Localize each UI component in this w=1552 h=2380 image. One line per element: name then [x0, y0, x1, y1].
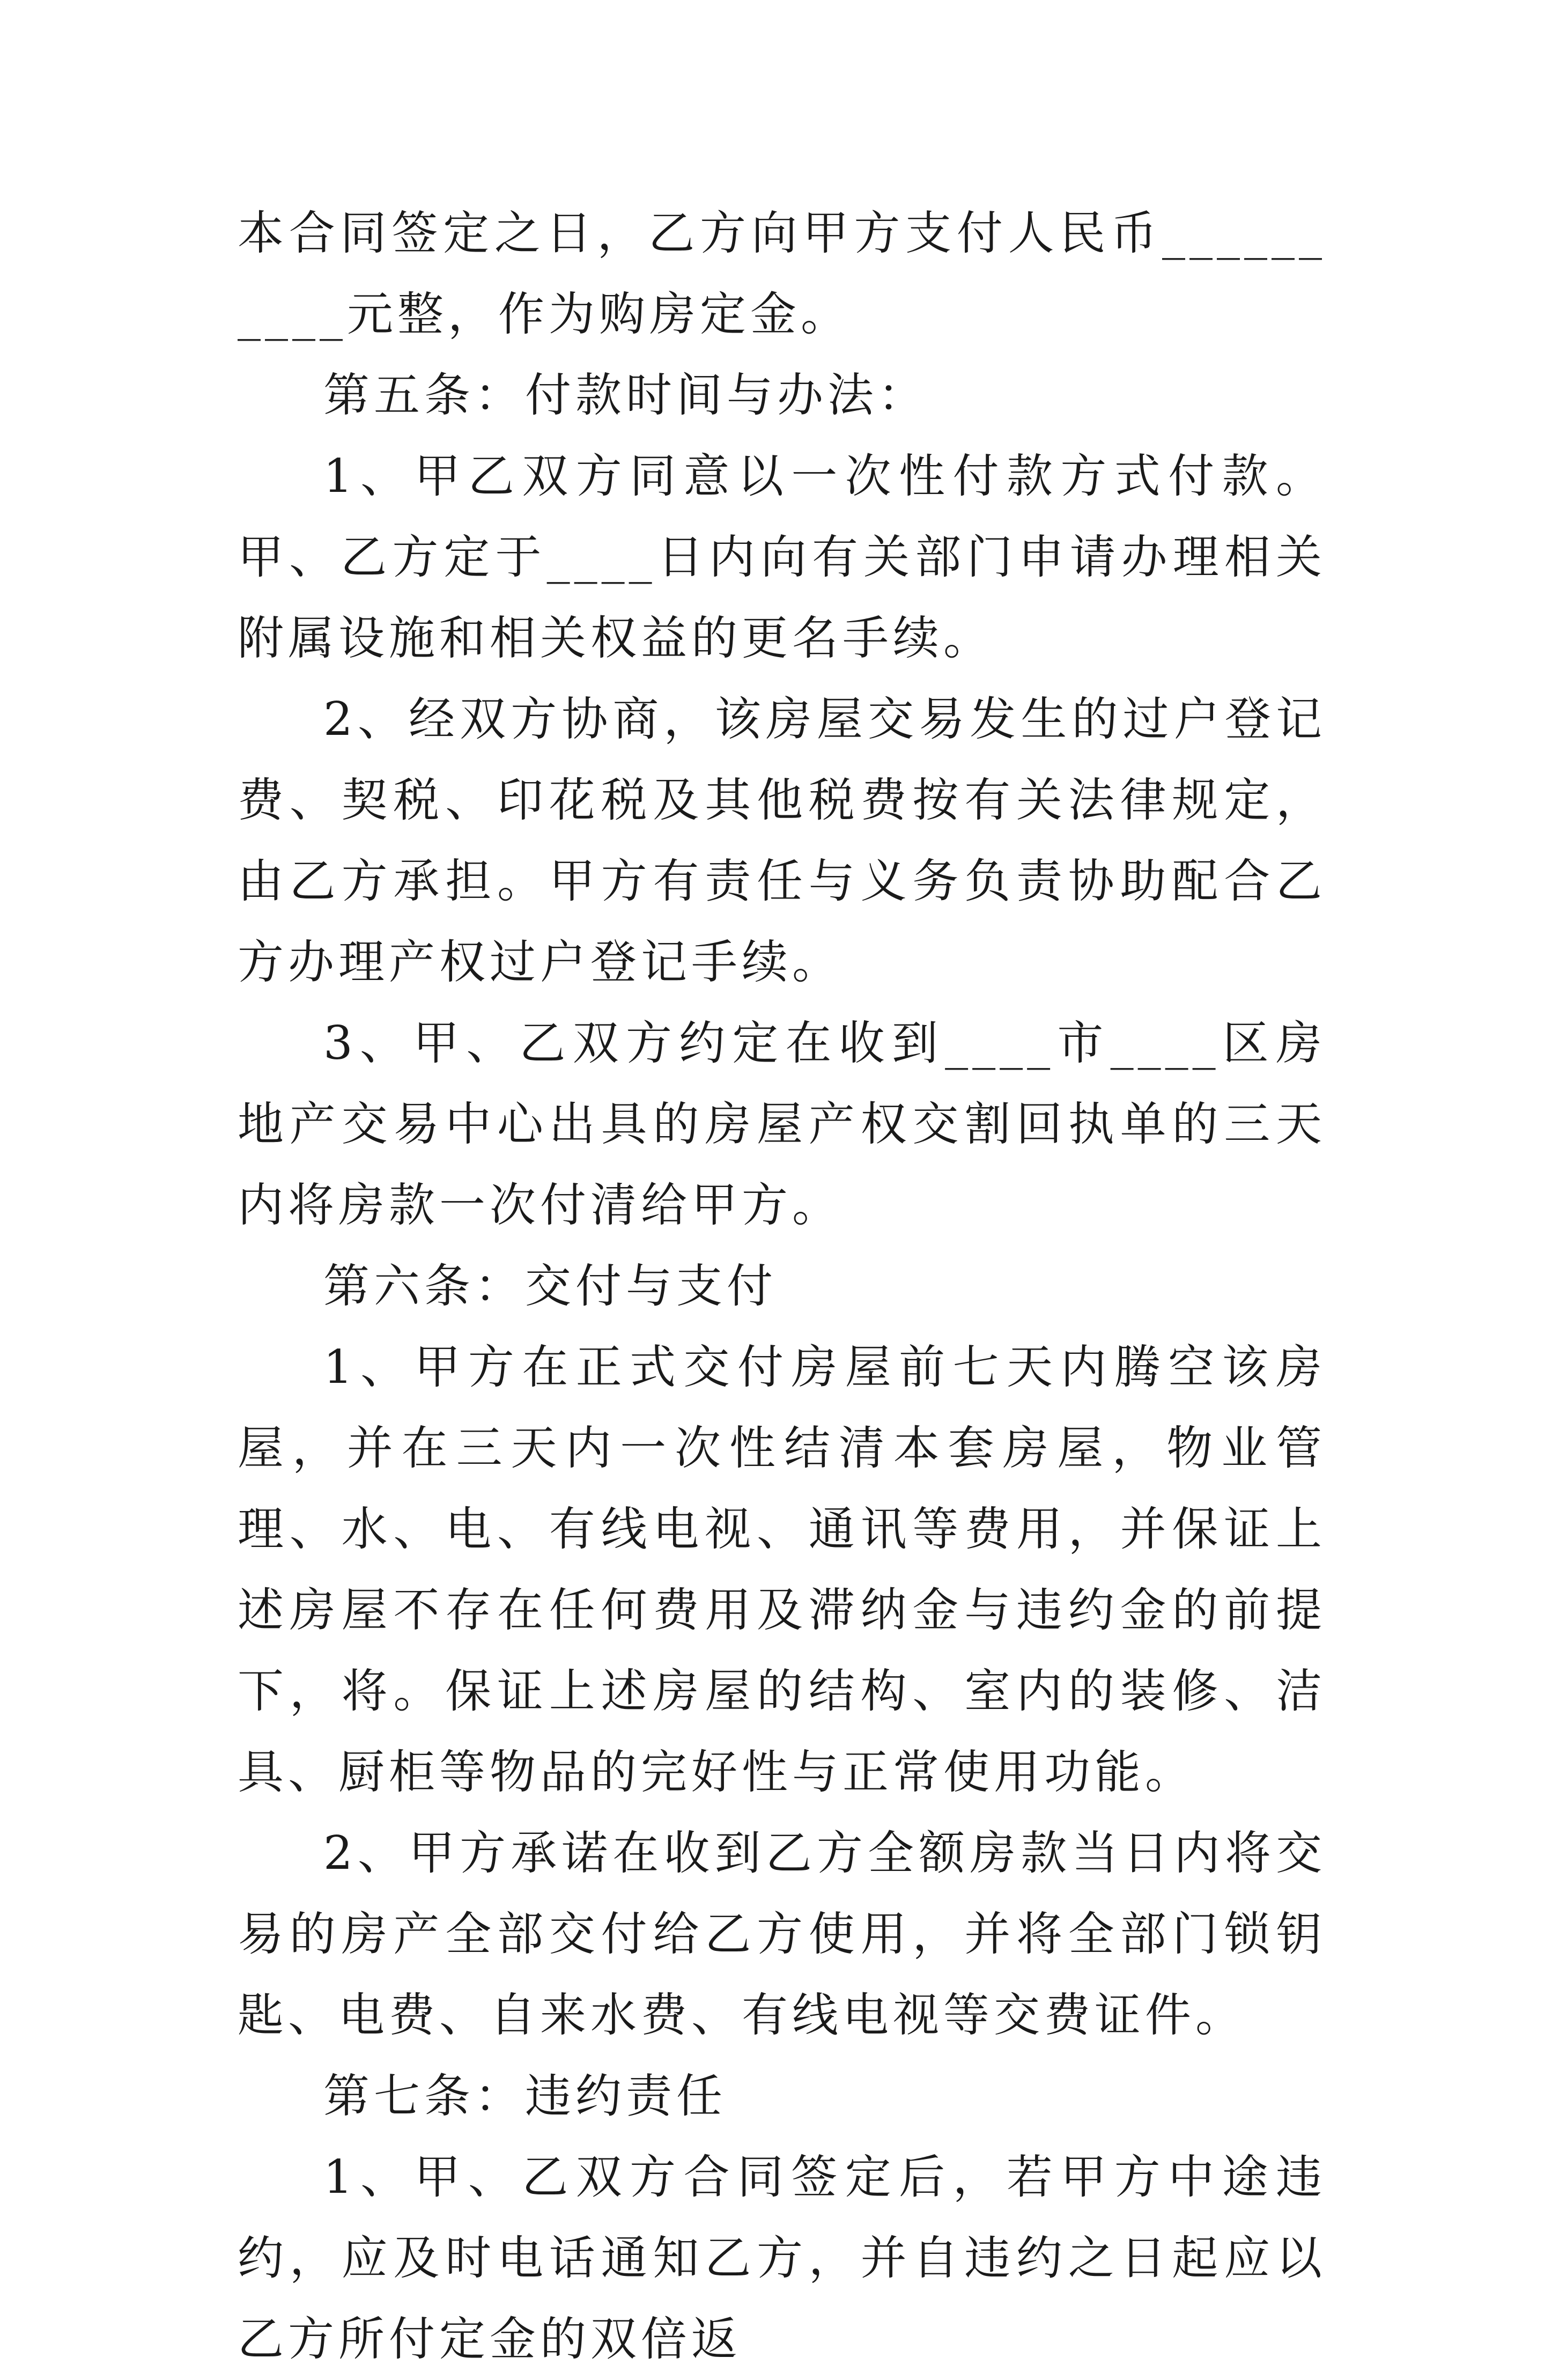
paragraph-deposit: 本合同签定之日，乙方向甲方支付人民币__________元整，作为购房定金。 [238, 207, 1326, 341]
contract-body-text [238, 193, 1326, 2380]
heading-article-6: 第六条：交付与支付 [323, 1259, 777, 1313]
paragraph-article-5-item-3: 3、甲、乙双方约定在收到____市____区房地产交易中心出具的房屋产权交割回执单的三天内将房款一次付清给甲方。 [238, 1016, 1326, 1232]
paragraph-article-7-item-1: 1、甲、乙双方合同签定后，若甲方中途违约，应及时电话通知乙方，并自违约之日起应以乙方所付定金的双倍返 [238, 2150, 1326, 2366]
paragraph-article-5-item-1: 1、甲乙双方同意以一次性付款方式付款。甲、乙方定于____日内向有关部门申请办理相关附属设施和相关权益的更名手续。 [238, 450, 1326, 665]
heading-article-7: 第七条：违约责任 [323, 2069, 727, 2123]
paragraph-article-6-item-2: 2、甲方承诺在收到乙方全额房款当日内将交易的房产全部交付给乙方使用，并将全部门锁钥匙、电费、自来水费、有线电视等交费证件。 [238, 1826, 1326, 2042]
paragraph-article-6-item-1: 1、甲方在正式交付房屋前七天内腾空该房屋，并在三天内一次性结清本套房屋，物业管理、水、电、有线电视、通讯等费用，并保证上述房屋不存在任何费用及滞纳金与违约金的前提下，将。保证上述房屋的结构、室内的装修、洁具、厨柜等物品的完好性与正常使用功能。 [238, 1340, 1326, 1799]
paragraph-article-5-item-2: 2、经双方协商，该房屋交易发生的过户登记费、契税、印花税及其他税费按有关法律规定，由乙方承担。甲方有责任与义务负责协助配合乙方办理产权过户登记手续。 [238, 692, 1326, 989]
heading-article-5: 第五条：付款时间与办法： [323, 369, 928, 422]
